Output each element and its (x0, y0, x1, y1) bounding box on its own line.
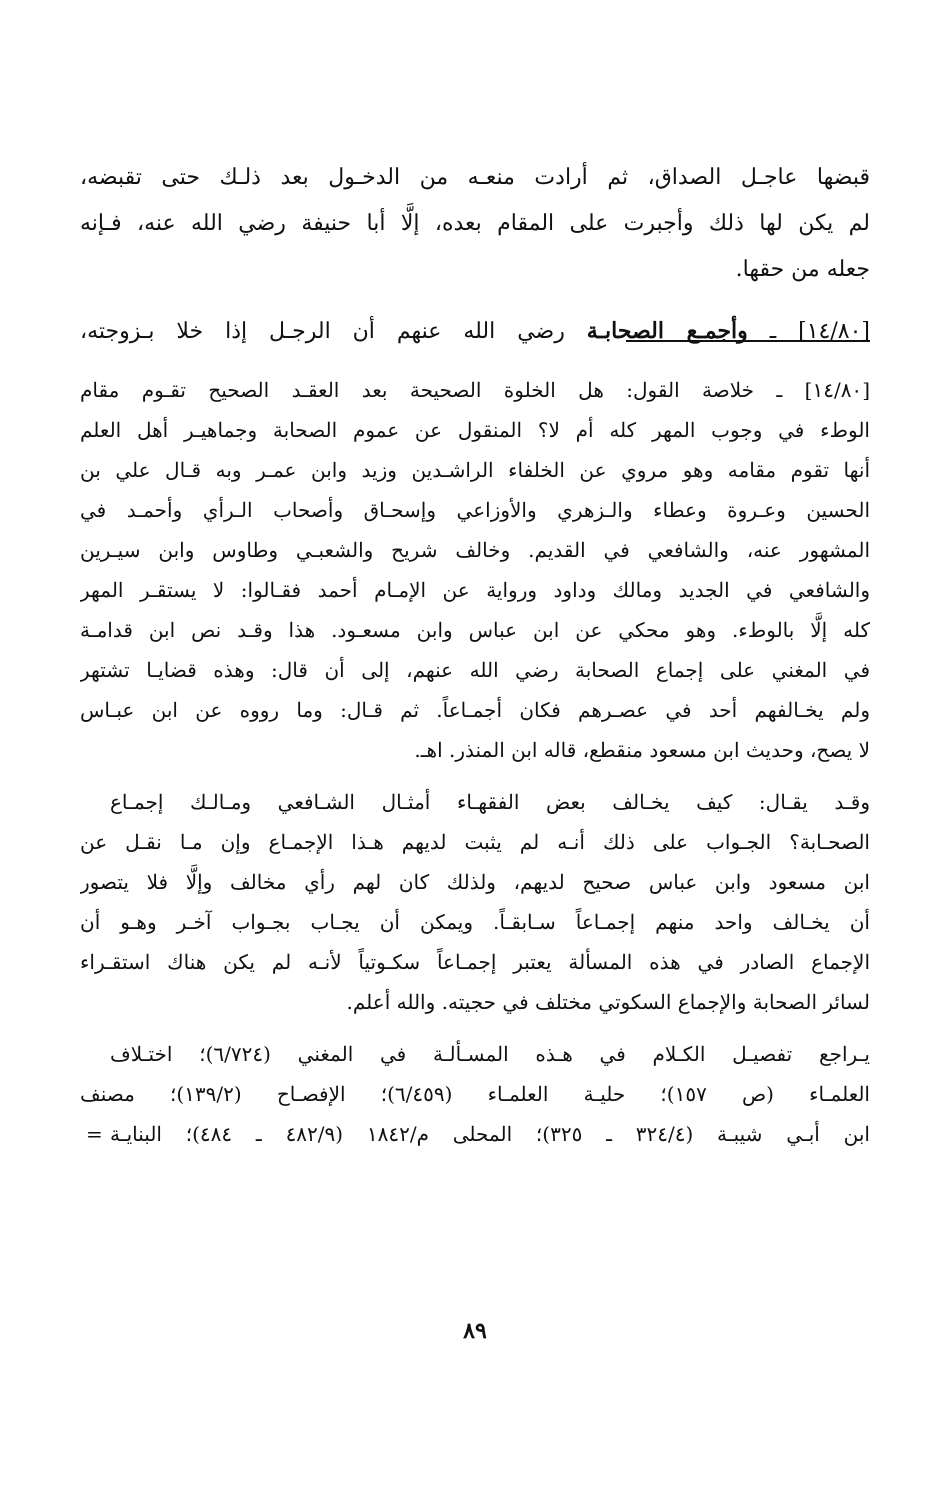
section-ref: [١٤/٨٠] ـ (769, 319, 870, 344)
footnote-line: الإجماع الصادر في هذه المسألة يعتبر إجمـاعاً سكـوتياً لأنـه لم يكن هناك استقـراء (80, 950, 870, 974)
main-line: قبضها عاجـل الصداق، ثم أرادت منعـه من الدخـول بعد ذلـك حتى تقبضه، (80, 165, 870, 190)
footnote-line: والشافعي في الجديد ومالك وداود ورواية عن الإمـام أحمد فقـالوا: لا يستقـر المهر (80, 578, 870, 602)
footnote-line: ابن مسعود وابن عباس صحيح لديهم، ولذلك كان لهم رأي مخالف وإلَّا فلا يتصور (80, 870, 870, 894)
footnote-line: الصحـابة؟ الجـواب على ذلك أنـه لم يثبت لديهم هـذا الإجمـاع وإن مـا نقـل عن (80, 830, 870, 854)
footnote-line: لسائر الصحابة والإجماع السكوتي مختلف في حجيته. والله أعلم. (346, 990, 870, 1014)
footnote-line: الوطء في وجوب المهر كله أم لا؟ المنقول عن عموم الصحابة وجماهيـر أهل العلم (80, 418, 870, 442)
continuation-mark: = (86, 1122, 103, 1146)
footnote-line: يـراجع تفصيـل الكـلام في هـذه المسـألـة في المغني (٦/٧٢٤)؛ اختـلاف (110, 1042, 870, 1066)
footnote-divider (626, 340, 870, 342)
footnote-line: كله إلَّا بالوطء. وهو محكي عن ابن عباس وابن مسعـود. هذا وقـد نص ابن قدامـة (80, 618, 870, 642)
footnote-line: لا يصح، وحديث ابن مسعود منقطع، قاله ابن المنذر. اهـ. (414, 738, 870, 762)
section-rest: رضي الله عنهم أن الرجـل إذا خلا بـزوجته، (80, 319, 565, 344)
footnote-line: وقـد يقـال: كيف يخـالف بعض الفقهـاء أمثـال الشـافعي ومـالـك إجمـاع (110, 790, 870, 814)
main-line: جعله من حقها. (735, 257, 870, 282)
footnote-line: المشهور عنه، والشافعي في القديم. وخالف شريح والشعبـي وطاوس وابن سيـرين (80, 538, 870, 562)
footnote-line: [١٤/٨٠] ـ خلاصة القول: هل الخلوة الصحيحة بعد العقـد الصحيح تقـوم مقام (80, 378, 870, 402)
footnote-line: الحسين وعـروة وعطاء والـزهري والأوزاعي وإسحـاق وأصحاب الـرأي وأحمـد في (80, 498, 870, 522)
footnote-line: أنها تقوم مقامه وهو مروي عن الخلفاء الراشـدين وزيد وابن عمـر وبه قـال علي بن (80, 458, 870, 482)
section-bold-phrase: وأجمـع الصحابـة (586, 318, 748, 344)
section-heading-line (80, 308, 870, 354)
main-line: لم يكن لها ذلك وأجبرت على المقام بعده، إلَّا أبا حنيفة رضي الله عنه، فـإنه (80, 211, 870, 236)
footnote-line: ولم يخـالفهم أحد في عصـرهم فكان أجمـاعاً. ثم قـال: وما رووه عن ابن عبـاس (80, 698, 870, 722)
page-number: ٨٩ (463, 1318, 487, 1344)
footnote-line: العلمـاء (ص ١٥٧)؛ حليـة العلمـاء (٦/٤٥٩)؛ الإفصـاح (١٣٩/٢)؛ مصنف (80, 1082, 870, 1106)
footnote-line: في المغني على إجماع الصحابة رضي الله عنهم، إلى أن قال: وهذه قضايـا تشتهر (80, 658, 870, 682)
footnote-line: ابن أبـي شيبـة (٣٢٤/٤ ـ ٣٢٥)؛ المحلى م/١٨٤٢ (٤٨٢/٩ ـ ٤٨٤)؛ البنايـة (110, 1122, 870, 1146)
footnote-line: أن يخـالف واحد منهم إجمـاعاً سـابقـاً. ويمكن أن يجـاب بجـواب آخـر وهـو أن (80, 910, 870, 934)
